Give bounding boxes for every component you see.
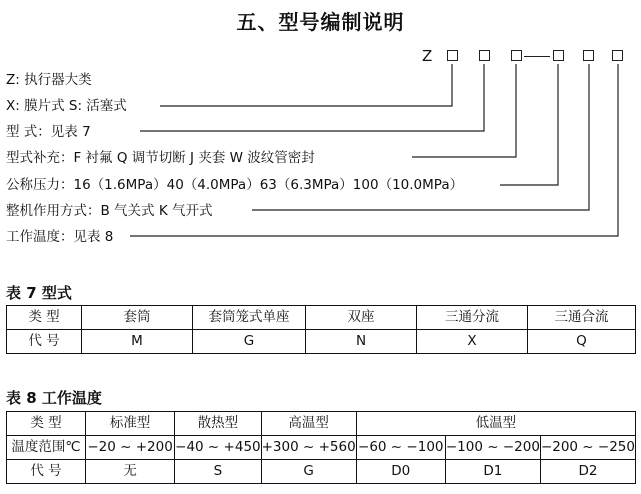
table8	[6, 411, 636, 484]
table-cell: 高温型	[261, 412, 356, 436]
page-title: 五、型号编制说明	[236, 10, 405, 34]
leader-line-5	[500, 64, 558, 185]
legend-line-6: 整机作用方式：B 气关式 K 气开式	[6, 203, 213, 219]
leader-line-4	[412, 64, 516, 157]
table-cell: −20 ~ +200	[86, 436, 175, 460]
table-cell: G	[193, 330, 306, 354]
legend-line-7: 工作温度：见表 8	[6, 229, 114, 245]
table-cell: D0	[356, 460, 445, 484]
table-cell: 套筒	[82, 306, 193, 330]
table-cell: 代 号	[7, 330, 82, 354]
table-cell: 标准型	[86, 412, 175, 436]
legend-line-4: 型式补充：F 衬氟 Q 调节切断 J 夹套 W 波纹管密封	[6, 150, 315, 166]
table-cell: 套筒笼式单座	[193, 306, 306, 330]
table-row	[7, 460, 636, 484]
legend-line-1: Z: 执行器大类	[6, 72, 92, 88]
table-cell: 双座	[306, 306, 417, 330]
code-prefix: Z	[422, 47, 433, 65]
table-row	[7, 436, 636, 460]
table-cell: 温度范围℃	[7, 436, 86, 460]
leader-line-2	[160, 64, 452, 106]
legend-line-3: 型 式：见表 7	[6, 124, 91, 140]
legend-line-5: 公称压力：16（1.6MPa）40（4.0MPa）63（6.3MPa）100（10.0MPa）	[6, 177, 464, 193]
table-cell: +300 ~ +560	[261, 436, 356, 460]
table-row	[7, 412, 636, 436]
table-cell: Q	[528, 330, 636, 354]
table-cell: −200 ~ −250	[540, 436, 635, 460]
table-cell: M	[82, 330, 193, 354]
legend-line-2: X: 膜片式 S: 活塞式	[6, 98, 127, 114]
table-cell: 三通合流	[528, 306, 636, 330]
table-cell: N	[306, 330, 417, 354]
table8-title: 表 8 工作温度	[6, 389, 102, 407]
table-cell: −60 ~ −100	[356, 436, 445, 460]
table-cell: 三通分流	[417, 306, 528, 330]
table7-title: 表 7 型式	[6, 284, 72, 302]
table-cell: D2	[540, 460, 635, 484]
table-cell: 低温型	[356, 412, 635, 436]
table-cell: D1	[445, 460, 540, 484]
table7	[6, 305, 636, 354]
table-cell: 无	[86, 460, 175, 484]
table-cell: −40 ~ +450	[175, 436, 261, 460]
table-cell: 散热型	[175, 412, 261, 436]
leader-line-3	[140, 64, 484, 131]
table-cell: G	[261, 460, 356, 484]
table-row	[7, 330, 636, 354]
table-cell: 类 型	[7, 412, 86, 436]
table-cell: 类 型	[7, 306, 82, 330]
table-row	[7, 306, 636, 330]
table-cell: S	[175, 460, 261, 484]
table-cell: −100 ~ −200	[445, 436, 540, 460]
table-cell: X	[417, 330, 528, 354]
table-cell: 代 号	[7, 460, 86, 484]
